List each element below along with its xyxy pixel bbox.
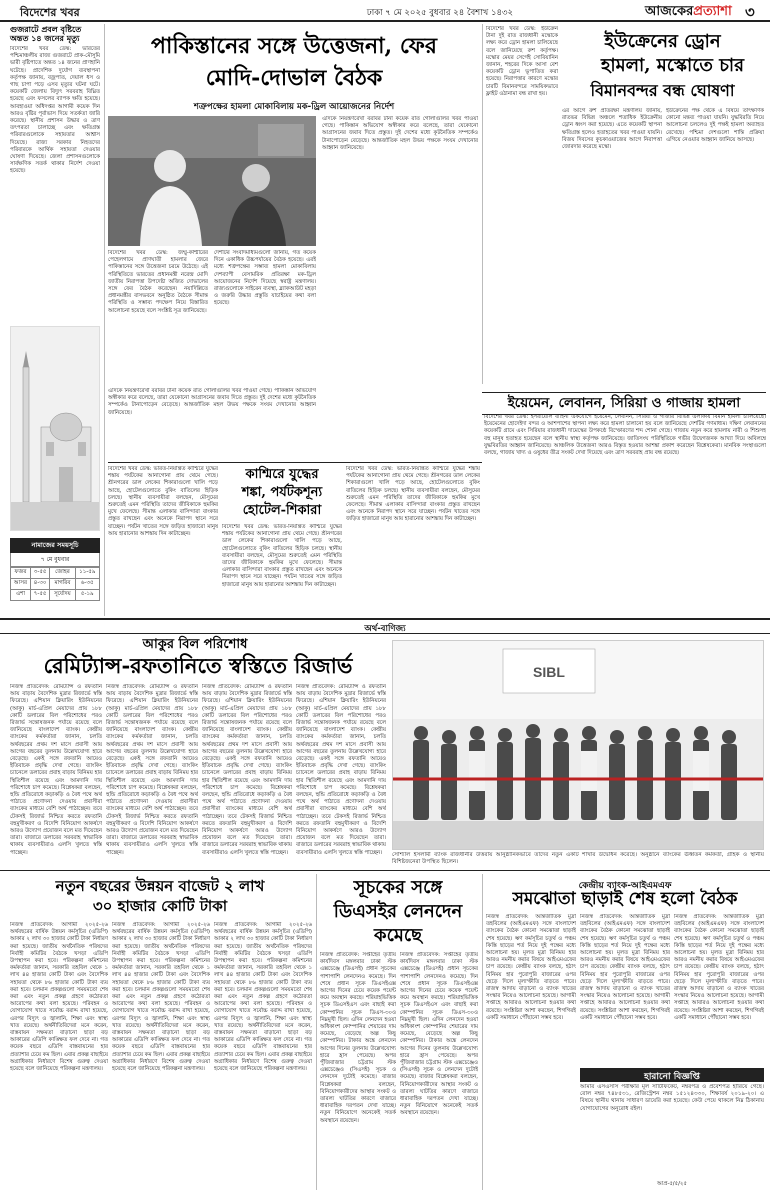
story2-col2-cont: এদিকে নিয়ন্ত্রণরেখা বরাবর টানা কয়েক রাত গোলাগুলির খবর পাওয়া গেছে। পাকিস্তান অভিযোগ অস্বীকার করে বলেছে, তারা যেকোনো আগ্রাসনের জবাব দিতে প্রস্তুত। দুই দেশের মধ্যে কূটনৈতিক সম্পর্কেও টানাপোড়েন বেড়েছে। আন্তর্জাতিক মহল উভয় পক্ষকে সংযম দেখানোর আহ্বান জানিয়েছে। <box>108 388 316 416</box>
mosque-illustration <box>11 327 100 531</box>
logo-part-a: আজকের <box>645 4 694 19</box>
story5-body: বিদেশের খবর ডেস্ক: ভারত-নিয়ন্ত্রিত কাশ্মিরে যুদ্ধের শঙ্কায় পর্যটকের আনাগোনা প্রায় থেমে গেছে। শ্রীনগরের ডাল লেকের শিকারাগুলো খালি পড়ে আছে, হোটেলগুলোতে বুকিং বাতিলের হিড়িক চলছে। স্থানীয় ব্যবসায়ীরা বলছেন, মৌসুমের শুরুতেই এমন পরিস্থিতি তাদের জীবিকাকে হুমকির মুখে ফেলেছে। সীমান্ত এলাকার বাসিন্দারা বাংকার প্রস্তুত রাখছেন এবং অনেকে নিরাপদ স্থানে সরে যাচ্ছেন। পর্যটন খাতের সঙ্গে জড়িত হাজারো মানুষ আয় হারানোর আশঙ্কায় দিন কাটাচ্ছেন। <box>108 466 218 537</box>
ribbon-cutting-photo <box>392 640 764 850</box>
story8-headline-line3: কমেছে <box>374 925 422 946</box>
story1-headline: গুজরাটে প্রবল বৃষ্টিতে অন্তত ১৪ জনের মৃত্যু <box>10 24 82 43</box>
page-number: ৩ <box>745 3 755 21</box>
story2-subhead: শত্রুপক্ষের হামলা মোকাবিলায় মক-ড্রিল আয়োজনের নির্দেশ <box>193 102 395 112</box>
story8-headline-line1: সূচকের সঙ্গে <box>353 877 443 898</box>
story8-headline-line2: ডিএসইর লেনদেন <box>333 901 463 922</box>
story5-col2: বিদেশের খবর ডেস্ক: ভারত-নিয়ন্ত্রিত কাশ্মিরে যুদ্ধের শঙ্কায় পর্যটকের আনাগোনা প্রায় থেমে গেছে। শ্রীনগরের ডাল লেকের শিকারাগুলো খালি পড়ে আছে, হোটেলগুলোতে বুকিং বাতিলের হিড়িক চলছে। স্থানীয় ব্যবসায়ীরা বলছেন, মৌসুমের শুরুতেই এমন পরিস্থিতি তাদের জীবিকাকে হুমকির মুখে ফেলেছে। সীমান্ত এলাকার বাসিন্দারা বাংকার প্রস্তুত রাখছেন এবং অনেকে নিরাপদ স্থানে সরে যাচ্ছেন। পর্যটন খাতের সঙ্গে জড়িত হাজারো মানুষ আয় হারানোর আশঙ্কায় দিন কাটাচ্ছেন। <box>222 524 342 588</box>
issue-date: ঢাকা ৭ মে ২০২৫ বুধবার ২৪ বৈশাখ ১৪৩২ <box>366 8 514 18</box>
column-divider <box>482 874 483 1190</box>
prayer-cell: জোহর <box>50 568 75 579</box>
column-divider <box>104 24 105 616</box>
story2-col2: দেশটির সংবাদমাধ্যমগুলো জানায়, গত কয়েক দিনে একাধিক উচ্চপর্যায়ের বৈঠক হয়েছে। এরই মধ্যে শত্রুপক্ষের সম্ভাব্য হামলা মোকাবিলায় দেশব্যাপী বেসামরিক প্রতিরক্ষা মক-ড্রিল আয়োজনের নির্দেশ দিয়েছে স্বরাষ্ট্র মন্ত্রণালয়। রাজ্যগুলোকে সাইরেন ব্যবস্থা, ব্ল্যাকআউট মহড়া ও জরুরি উদ্ধার প্রস্তুতি যাচাইয়ের কথা বলা হয়েছে। <box>214 250 316 307</box>
bank-sign-text: SIBL <box>533 664 565 680</box>
story6-headline: রেমিট্যান্স-রফতানিতে স্বস্তিতে রিজার্ভ <box>43 653 353 678</box>
story8-col1: নিজস্ব প্রতিবেদক: সপ্তাহের তৃতীয় কার্যদিবস মঙ্গলবার ঢাকা স্টক এক্সচেঞ্জে (ডিএসই) প্রধান সূচকের পাশাপাশি লেনদেনও কমেছে। দিন শেষে প্রধান সূচক ডিএসইএক্স আগের দিনের চেয়ে কয়েক পয়েন্ট কমে অবস্থান করছে। শরিয়াহভিত্তিক সূচক ডিএসইএস এবং বাছাই করা কোম্পানির সূচক ডিএস-৩০ও নিম্নমুখী ছিল। এদিন লেনদেন হওয়া অধিকাংশ কোম্পানির শেয়ারের দাম কমেছে, বেড়েছে অল্প কিছু কোম্পানির। টাকার অঙ্কে লেনদেন আগের দিনের তুলনায় উল্লেখযোগ্য হারে হ্রাস পেয়েছে। অপর পুঁজিবাজার চট্টগ্রাম স্টক এক্সচেঞ্জেও (সিএসই) সূচক ও লেনদেন দুটোই কমেছে। বাজার বিশ্লেষকরা বলছেন, বিনিয়োগকারীদের আস্থার সংকট ও তারল্য ঘাটতির কারণে বাজারে ধারাবাহিক দরপতন দেখা যাচ্ছে। নতুন বিনিয়োগে অনেকেই সতর্ক অবস্থানে রয়েছেন। <box>320 952 396 1124</box>
column-divider <box>316 874 317 1190</box>
prayer-date: ৭ মে বুধবার <box>10 553 100 567</box>
story9-col2: নিজস্ব প্রতিবেদক: আন্তর্জাতিক মুদ্রা তহবিলের (আইএমএফ) সঙ্গে বাংলাদেশ ব্যাংকের বৈঠক কোনো সমঝোতা ছাড়াই শেষ হয়েছে। ঋণ কর্মসূচির চতুর্থ ও পঞ্চম কিস্তি ছাড়ের শর্ত নিয়ে দুই পক্ষের মধ্যে আলোচনা হয়। মূলত মুদ্রা বিনিময় হার আরও নমনীয় করার বিষয়ে আইএমএফের চাপ রয়েছে। কেন্দ্রীয় ব্যাংক বলছে, হঠাৎ বিনিময় হার পুরোপুরি বাজারের ওপর ছেড়ে দিলে মূল্যস্ফীতি বাড়তে পারে। রাজস্ব আদায় বাড়ানো ও ব্যাংক খাতের সংস্কার নিয়েও আলোচনা হয়েছে। আগামী সপ্তাহে আবারও আলোচনা হওয়ার কথা রয়েছে। সংশ্লিষ্টরা আশা করছেন, শিগগিরই একটি সমাধানে পৌঁছানো সম্ভব হবে। <box>580 914 670 1021</box>
masthead <box>0 0 770 22</box>
notice-body: আমার এসএসসি পরীক্ষার মূল সার্টিফিকেট, নম্বরপত্র ও প্রবেশপত্র হারিয়ে গেছে। রোল নম্বর ৭৪৮৫৩১, রেজিস্ট্রেশন নম্বর ১৫১২৪৩৩০, শিক্ষাবর্ষ ২০১৯-২০। এ বিষয়ে স্থানীয় থানায় সাধারণ ডায়েরি করা হয়েছে। কেউ পেয়ে থাকলে নিম্ন ঠিকানায় যোগাযোগের অনুরোধ রইল। <box>580 1084 764 1112</box>
table-row <box>11 568 100 579</box>
story2-headline-line2: মোদি-দোভাল বৈঠক <box>205 65 383 91</box>
story1-body: বিদেশের খবর ডেস্ক: ভারতের পশ্চিমাঞ্চলীয় রাজ্য গুজরাটে প্রাক-মৌসুমি ভারী বৃষ্টিপাতে অন্তত ১৪ জনের প্রাণহানি ঘটেছে। প্রাদেশিক দুর্যোগ ব্যবস্থাপনা কর্তৃপক্ষ জানায়, বজ্রপাত, দেয়াল ধস ও গাছ চাপা পড়ে এসব মৃত্যুর ঘটনা ঘটে। কয়েকটি জেলায় বিদ্যুৎ সরবরাহ বিঘ্নিত হয়েছে এবং ফসলের ব্যাপক ক্ষতি হয়েছে। আবহাওয়া অধিদপ্তর আগামী কয়েক দিন আরও বৃষ্টির পূর্বাভাস দিয়ে সতর্কতা জারি করেছে। স্থানীয় প্রশাসন উদ্ধার ও ত্রাণ তৎপরতা চালাচ্ছে এবং ক্ষতিগ্রস্ত পরিবারগুলোকে সহায়তার আশ্বাস দিয়েছে। রাজ্য সরকার নিহতদের পরিবারকে আর্থিক সহায়তা দেওয়ার ঘোষণা দিয়েছে। জেলা প্রশাসনগুলোকে সার্বক্ষণিক সতর্ক থাকার নির্দেশ দেওয়া হয়েছে। <box>10 46 100 175</box>
prayer-cell: ৬-৩৫ <box>75 579 99 590</box>
notice-ref: আপ্র-৫/৫/২৫ <box>657 1181 687 1187</box>
story9-kicker: কেন্দ্রীয় ব্যাংক-আইএমএফ <box>578 881 672 891</box>
story7-headline-line2: ৩০ হাজার কোটি টাকা <box>92 897 228 915</box>
story9-col1: নিজস্ব প্রতিবেদক: আন্তর্জাতিক মুদ্রা তহবিলের (আইএমএফ) সঙ্গে বাংলাদেশ ব্যাংকের বৈঠক কোনো সমঝোতা ছাড়াই শেষ হয়েছে। ঋণ কর্মসূচির চতুর্থ ও পঞ্চম কিস্তি ছাড়ের শর্ত নিয়ে দুই পক্ষের মধ্যে আলোচনা হয়। মূলত মুদ্রা বিনিময় হার আরও নমনীয় করার বিষয়ে আইএমএফের চাপ রয়েছে। কেন্দ্রীয় ব্যাংক বলছে, হঠাৎ বিনিময় হার পুরোপুরি বাজারের ওপর ছেড়ে দিলে মূল্যস্ফীতি বাড়তে পারে। রাজস্ব আদায় বাড়ানো ও ব্যাংক খাতের সংস্কার নিয়েও আলোচনা হয়েছে। আগামী সপ্তাহে আবারও আলোচনা হওয়ার কথা রয়েছে। সংশ্লিষ্টরা আশা করছেন, শিগগিরই একটি সমাধানে পৌঁছানো সম্ভব হবে। <box>486 914 576 1021</box>
prayer-cell: এশা <box>11 590 31 601</box>
story6-col4: নিজস্ব প্রতিবেদক: রেমিট্যান্স ও রফতানি আয় বাড়ায় বৈদেশিক মুদ্রার রিজার্ভে স্বস্তি ফিরেছে। এশিয়ান ক্লিয়ারিং ইউনিয়নের (আকু) মার্চ-এপ্রিল মেয়াদের প্রায় ১৮৮ কোটি ডলারের বিল পরিশোধের পরও রিজার্ভ সন্তোষজনক পর্যায়ে রয়েছে বলে জানিয়েছে বাংলাদেশ ব্যাংক। কেন্দ্রীয় ব্যাংকের কর্মকর্তারা জানান, চলতি অর্থবছরের প্রথম দশ মাসে প্রবাসী আয় আগের বছরের তুলনায় উল্লেখযোগ্য হারে বেড়েছে। একই সঙ্গে রফতানি আয়েও ইতিবাচক প্রবৃদ্ধি দেখা গেছে। ব্যাংকিং চ্যানেলে ডলারের প্রবাহ বাড়ায় বিনিময় হার স্থিতিশীল রয়েছে এবং আমদানি দায় পরিশোধে চাপ কমেছে। বিশ্লেষকরা বলছেন, হুন্ডি প্রতিরোধে কড়াকড়ি ও বৈধ পথে অর্থ পাঠাতে প্রণোদনা দেওয়ায় প্রবাসীরা ব্যাংকের মাধ্যমে বেশি অর্থ পাঠাচ্ছেন। তবে টেকসই রিজার্ভ নিশ্চিত করতে রফতানি বহুমুখীকরণ ও বিদেশি বিনিয়োগ আকর্ষণে আরও উদ্যোগ প্রয়োজন বলে মত দিয়েছেন তারা। বাজারে ডলারের সরবরাহ স্বাভাবিক থাকায় ব্যবসায়ীরাও এলসি খুলতে স্বস্তি পাচ্ছেন। <box>296 684 386 856</box>
story5-col3: বিদেশের খবর ডেস্ক: ভারত-নিয়ন্ত্রিত কাশ্মিরে যুদ্ধের শঙ্কায় পর্যটকের আনাগোনা প্রায় থেমে গেছে। শ্রীনগরের ডাল লেকের শিকারাগুলো খালি পড়ে আছে, হোটেলগুলোতে বুকিং বাতিলের হিড়িক চলছে। স্থানীয় ব্যবসায়ীরা বলছেন, মৌসুমের শুরুতেই এমন পরিস্থিতি তাদের জীবিকাকে হুমকির মুখে ফেলেছে। সীমান্ত এলাকার বাসিন্দারা বাংকার প্রস্তুত রাখছেন এবং অনেকে নিরাপদ স্থানে সরে যাচ্ছেন। পর্যটন খাতের সঙ্গে জড়িত হাজারো মানুষ আয় হারানোর আশঙ্কায় দিন কাটাচ্ছেন। <box>346 466 480 523</box>
divider <box>108 462 482 463</box>
prayer-cell: ফজর <box>11 568 31 579</box>
photo-caption: সোশ্যাল ইসলামী ব্যাংক রাজধানীর উত্তরায় আনুষ্ঠানিকভাবে তাদের নতুন একটি শাখার উদ্বোধন করেছে। অনুষ্ঠানে ব্যাংকের ঊর্ধ্বতন কর্মকর্তা, গ্রাহক ও স্থানীয় বিশিষ্টজনেরা উপস্থিত ছিলেন। <box>392 852 764 866</box>
story4-headline: ইয়েমেন, লেবানন, সিরিয়া ও গাজায় হামলা <box>482 392 766 415</box>
column-divider <box>482 24 483 384</box>
story5-headline-line2: শঙ্কা, পর্যটকশূন্য <box>241 485 323 500</box>
story3-headline-line3: বিমানবন্দর বন্ধ ঘোষণা <box>590 81 735 100</box>
story3-col1: বিদেশের খবর ডেস্ক: ইউক্রেন টানা দুই রাত রাজধানী মস্কোকে লক্ষ্য করে ড্রোন হামলা চালিয়েছে বলে জানিয়েছে রুশ কর্তৃপক্ষ। মস্কোর মেয়র সের্গেই সোবিয়ানিন জানান, শহরের দিকে আসা বেশ কয়েকটি ড্রোন ভূপাতিত করা হয়েছে। নিরাপত্তার কারণে মস্কোর চারটি বিমানবন্দরে সাময়িকভাবে ফ্লাইট ওঠানামা বন্ধ রাখা হয়। <box>486 26 558 97</box>
story6-col1: নিজস্ব প্রতিবেদক: রেমিট্যান্স ও রফতানি আয় বাড়ায় বৈদেশিক মুদ্রার রিজার্ভে স্বস্তি ফিরেছে। এশিয়ান ক্লিয়ারিং ইউনিয়নের (আকু) মার্চ-এপ্রিল মেয়াদের প্রায় ১৮৮ কোটি ডলারের বিল পরিশোধের পরও রিজার্ভ সন্তোষজনক পর্যায়ে রয়েছে বলে জানিয়েছে বাংলাদেশ ব্যাংক। কেন্দ্রীয় ব্যাংকের কর্মকর্তারা জানান, চলতি অর্থবছরের প্রথম দশ মাসে প্রবাসী আয় আগের বছরের তুলনায় উল্লেখযোগ্য হারে বেড়েছে। একই সঙ্গে রফতানি আয়েও ইতিবাচক প্রবৃদ্ধি দেখা গেছে। ব্যাংকিং চ্যানেলে ডলারের প্রবাহ বাড়ায় বিনিময় হার স্থিতিশীল রয়েছে এবং আমদানি দায় পরিশোধে চাপ কমেছে। বিশ্লেষকরা বলছেন, হুন্ডি প্রতিরোধে কড়াকড়ি ও বৈধ পথে অর্থ পাঠাতে প্রণোদনা দেওয়ায় প্রবাসীরা ব্যাংকের মাধ্যমে বেশি অর্থ পাঠাচ্ছেন। তবে টেকসই রিজার্ভ নিশ্চিত করতে রফতানি বহুমুখীকরণ ও বিদেশি বিনিয়োগ আকর্ষণে আরও উদ্যোগ প্রয়োজন বলে মত দিয়েছেন তারা। বাজারে ডলারের সরবরাহ স্বাভাবিক থাকায় ব্যবসায়ীরাও এলসি খুলতে স্বস্তি পাচ্ছেন। <box>10 684 102 856</box>
prayer-cell: ৪-৩০ <box>30 579 49 590</box>
prayer-times-box <box>10 538 100 601</box>
story6-kicker: আকুর বিল পরিশোধ <box>142 637 248 652</box>
story7-headline-line1: নতুন বছরের উন্নয়ন বাজেট ২ লাখ <box>55 877 265 895</box>
story5-headline-line1: কাশ্মিরে যুদ্ধের <box>245 467 319 482</box>
prayer-cell: মাগরিব <box>50 579 75 590</box>
story6-col2: নিজস্ব প্রতিবেদক: রেমিট্যান্স ও রফতানি আয় বাড়ায় বৈদেশিক মুদ্রার রিজার্ভে স্বস্তি ফিরেছে। এশিয়ান ক্লিয়ারিং ইউনিয়নের (আকু) মার্চ-এপ্রিল মেয়াদের প্রায় ১৮৮ কোটি ডলারের বিল পরিশোধের পরও রিজার্ভ সন্তোষজনক পর্যায়ে রয়েছে বলে জানিয়েছে বাংলাদেশ ব্যাংক। কেন্দ্রীয় ব্যাংকের কর্মকর্তারা জানান, চলতি অর্থবছরের প্রথম দশ মাসে প্রবাসী আয় আগের বছরের তুলনায় উল্লেখযোগ্য হারে বেড়েছে। একই সঙ্গে রফতানি আয়েও ইতিবাচক প্রবৃদ্ধি দেখা গেছে। ব্যাংকিং চ্যানেলে ডলারের প্রবাহ বাড়ায় বিনিময় হার স্থিতিশীল রয়েছে এবং আমদানি দায় পরিশোধে চাপ কমেছে। বিশ্লেষকরা বলছেন, হুন্ডি প্রতিরোধে কড়াকড়ি ও বৈধ পথে অর্থ পাঠাতে প্রণোদনা দেওয়ায় প্রবাসীরা ব্যাংকের মাধ্যমে বেশি অর্থ পাঠাচ্ছেন। তবে টেকসই রিজার্ভ নিশ্চিত করতে রফতানি বহুমুখীকরণ ও বিদেশি বিনিয়োগ আকর্ষণে আরও উদ্যোগ প্রয়োজন বলে মত দিয়েছেন তারা। বাজারে ডলারের সরবরাহ স্বাভাবিক থাকায় ব্যবসায়ীরাও এলসি খুলতে স্বস্তি পাচ্ছেন। <box>106 684 198 856</box>
table-row <box>11 579 100 590</box>
story3-col3: ইউক্রেনের পক্ষ থেকে এ বিষয়ে তাৎক্ষণিক কোনো মন্তব্য পাওয়া যায়নি। যুদ্ধবিরতি নিয়ে আলোচনা চললেও দুই পক্ষই হামলা অব্যাহত রেখেছে। পশ্চিমা দেশগুলো শান্তি প্রক্রিয়া এগিয়ে নেওয়ার আহ্বান জানিয়ে আসছে। <box>666 108 764 143</box>
story3-headline-line1: ইউক্রেনের ড্রোন <box>604 31 721 52</box>
story2-col3: এদিকে নিয়ন্ত্রণরেখা বরাবর টানা কয়েক রাত গোলাগুলির খবর পাওয়া গেছে। পাকিস্তান অভিযোগ অস্বীকার করে বলেছে, তারা যেকোনো আগ্রাসনের জবাব দিতে প্রস্তুত। দুই দেশের মধ্যে কূটনৈতিক সম্পর্কেও টানাপোড়েন বেড়েছে। আন্তর্জাতিক মহল উভয় পক্ষকে সংযম দেখানোর আহ্বান জানিয়েছে। <box>322 116 478 151</box>
story3-col2: এর আগে রুশ প্রতিরক্ষা মন্ত্রণালয় জানায়, রাতভর বিভিন্ন অঞ্চলে শতাধিক ইউক্রেনীয় ড্রোন ধ্বংস করা হয়েছে। এতে কয়েকটি স্থাপনা ক্ষতিগ্রস্ত হলেও হতাহতের খবর পাওয়া যায়নি। বিজয় দিবসের কুচকাওয়াজের আগে নিরাপত্তা জোরদার করেছে মস্কো। <box>562 108 662 151</box>
newspaper-logo <box>645 2 732 23</box>
prayer-cell: সূর্যোদয় <box>50 590 75 601</box>
prayer-title: নামাজের সময়সূচি <box>10 538 100 553</box>
prayer-table <box>10 567 100 601</box>
story7-col1: নিজস্ব প্রতিবেদক: আগামী ২০২৫-২৬ অর্থবছরের বার্ষিক উন্নয়ন কর্মসূচির (এডিপি) আকার ২ লাখ ৩০ হাজার কোটি টাকা নির্ধারণ করা হয়েছে। জাতীয় অর্থনৈতিক পরিষদের নির্বাহী কমিটির বৈঠকে খসড়া এডিপি উপস্থাপন করা হবে। পরিকল্পনা কমিশনের কর্মকর্তারা জানান, সরকারি তহবিল থেকে ১ লাখ ৪৪ হাজার কোটি টাকা এবং বৈদেশিক সহায়তা থেকে ৮৬ হাজার কোটি টাকা ব্যয় করা হবে। চলমান প্রকল্পগুলো সময়মতো শেষ করা এবং নতুন প্রকল্প গ্রহণে কঠোরতা আরোপের কথা বলা হয়েছে। পরিবহন ও যোগাযোগ খাতে সর্বোচ্চ বরাদ্দ রাখা হয়েছে, এরপর বিদ্যুৎ ও জ্বালানি, শিক্ষা এবং স্বাস্থ্য খাত রয়েছে। অর্থনীতিবিদেরা মনে করেন, বাস্তবায়ন সক্ষমতা বাড়ানো ছাড়া বড় আকারের এডিপি কাঙ্ক্ষিত ফল দেবে না। গত কয়েক বছরে এডিপি বাস্তবায়নের হার প্রত্যাশার চেয়ে কম ছিল। এবার প্রকল্প বাছাইয়ে অগ্রাধিকার নির্ধারণে বিশেষ গুরুত্ব দেওয়া হয়েছে বলে জানিয়েছে পরিকল্পনা মন্ত্রণালয়। <box>10 922 108 1073</box>
logo-part-b: প্রত্যাশা <box>693 4 732 19</box>
mosque-photo <box>10 326 100 531</box>
table-row <box>11 590 100 601</box>
story9-headline: সমঝোতা ছাড়াই শেষ হলো বৈঠক <box>512 889 738 909</box>
ribbon-cutting-illustration <box>393 641 764 850</box>
story7-col3: নিজস্ব প্রতিবেদক: আগামী ২০২৫-২৬ অর্থবছরের বার্ষিক উন্নয়ন কর্মসূচির (এডিপি) আকার ২ লাখ ৩০ হাজার কোটি টাকা নির্ধারণ করা হয়েছে। জাতীয় অর্থনৈতিক পরিষদের নির্বাহী কমিটির বৈঠকে খসড়া এডিপি উপস্থাপন করা হবে। পরিকল্পনা কমিশনের কর্মকর্তারা জানান, সরকারি তহবিল থেকে ১ লাখ ৪৪ হাজার কোটি টাকা এবং বৈদেশিক সহায়তা থেকে ৮৬ হাজার কোটি টাকা ব্যয় করা হবে। চলমান প্রকল্পগুলো সময়মতো শেষ করা এবং নতুন প্রকল্প গ্রহণে কঠোরতা আরোপের কথা বলা হয়েছে। পরিবহন ও যোগাযোগ খাতে সর্বোচ্চ বরাদ্দ রাখা হয়েছে, এরপর বিদ্যুৎ ও জ্বালানি, শিক্ষা এবং স্বাস্থ্য খাত রয়েছে। অর্থনীতিবিদেরা মনে করেন, বাস্তবায়ন সক্ষমতা বাড়ানো ছাড়া বড় আকারের এডিপি কাঙ্ক্ষিত ফল দেবে না। গত কয়েক বছরে এডিপি বাস্তবায়নের হার প্রত্যাশার চেয়ে কম ছিল। এবার প্রকল্প বাছাইয়ে অগ্রাধিকার নির্ধারণে বিশেষ গুরুত্ব দেওয়া হয়েছে বলে জানিয়েছে পরিকল্পনা মন্ত্রণালয়। <box>214 922 312 1073</box>
story9-col3: নিজস্ব প্রতিবেদক: আন্তর্জাতিক মুদ্রা তহবিলের (আইএমএফ) সঙ্গে বাংলাদেশ ব্যাংকের বৈঠক কোনো সমঝোতা ছাড়াই শেষ হয়েছে। ঋণ কর্মসূচির চতুর্থ ও পঞ্চম কিস্তি ছাড়ের শর্ত নিয়ে দুই পক্ষের মধ্যে আলোচনা হয়। মূলত মুদ্রা বিনিময় হার আরও নমনীয় করার বিষয়ে আইএমএফের চাপ রয়েছে। কেন্দ্রীয় ব্যাংক বলছে, হঠাৎ বিনিময় হার পুরোপুরি বাজারের ওপর ছেড়ে দিলে মূল্যস্ফীতি বাড়তে পারে। রাজস্ব আদায় বাড়ানো ও ব্যাংক খাতের সংস্কার নিয়েও আলোচনা হয়েছে। আগামী সপ্তাহে আবারও আলোচনা হওয়ার কথা রয়েছে। সংশ্লিষ্টরা আশা করছেন, শিগগিরই একটি সমাধানে পৌঁছানো সম্ভব হবে। <box>674 914 764 1021</box>
modi-doval-photo <box>108 116 316 246</box>
story8-col2: নিজস্ব প্রতিবেদক: সপ্তাহের তৃতীয় কার্যদিবস মঙ্গলবার ঢাকা স্টক এক্সচেঞ্জে (ডিএসই) প্রধান সূচকের পাশাপাশি লেনদেনও কমেছে। দিন শেষে প্রধান সূচক ডিএসইএক্স আগের দিনের চেয়ে কয়েক পয়েন্ট কমে অবস্থান করছে। শরিয়াহভিত্তিক সূচক ডিএসইএস এবং বাছাই করা কোম্পানির সূচক ডিএস-৩০ও নিম্নমুখী ছিল। এদিন লেনদেন হওয়া অধিকাংশ কোম্পানির শেয়ারের দাম কমেছে, বেড়েছে অল্প কিছু কোম্পানির। টাকার অঙ্কে লেনদেন আগের দিনের তুলনায় উল্লেখযোগ্য হারে হ্রাস পেয়েছে। অপর পুঁজিবাজার চট্টগ্রাম স্টক এক্সচেঞ্জেও (সিএসই) সূচক ও লেনদেন দুটোই কমেছে। বাজার বিশ্লেষকরা বলছেন, বিনিয়োগকারীদের আস্থার সংকট ও তারল্য ঘাটতির কারণে বাজারে ধারাবাহিক দরপতন দেখা যাচ্ছে। নতুন বিনিয়োগে অনেকেই সতর্ক অবস্থানে রয়েছেন। <box>400 952 478 1117</box>
story6-col3: নিজস্ব প্রতিবেদক: রেমিট্যান্স ও রফতানি আয় বাড়ায় বৈদেশিক মুদ্রার রিজার্ভে স্বস্তি ফিরেছে। এশিয়ান ক্লিয়ারিং ইউনিয়নের (আকু) মার্চ-এপ্রিল মেয়াদের প্রায় ১৮৮ কোটি ডলারের বিল পরিশোধের পরও রিজার্ভ সন্তোষজনক পর্যায়ে রয়েছে বলে জানিয়েছে বাংলাদেশ ব্যাংক। কেন্দ্রীয় ব্যাংকের কর্মকর্তারা জানান, চলতি অর্থবছরের প্রথম দশ মাসে প্রবাসী আয় আগের বছরের তুলনায় উল্লেখযোগ্য হারে বেড়েছে। একই সঙ্গে রফতানি আয়েও ইতিবাচক প্রবৃদ্ধি দেখা গেছে। ব্যাংকিং চ্যানেলে ডলারের প্রবাহ বাড়ায় বিনিময় হার স্থিতিশীল রয়েছে এবং আমদানি দায় পরিশোধে চাপ কমেছে। বিশ্লেষকরা বলছেন, হুন্ডি প্রতিরোধে কড়াকড়ি ও বৈধ পথে অর্থ পাঠাতে প্রণোদনা দেওয়ায় প্রবাসীরা ব্যাংকের মাধ্যমে বেশি অর্থ পাঠাচ্ছেন। তবে টেকসই রিজার্ভ নিশ্চিত করতে রফতানি বহুমুখীকরণ ও বিদেশি বিনিয়োগ আকর্ষণে আরও উদ্যোগ প্রয়োজন বলে মত দিয়েছেন তারা। বাজারে ডলারের সরবরাহ স্বাভাবিক থাকায় ব্যবসায়ীরাও এলসি খুলতে স্বস্তি পাচ্ছেন। <box>202 684 292 856</box>
divider <box>0 870 770 871</box>
prayer-cell: ৩-৫৫ <box>30 568 49 579</box>
story7-col2: নিজস্ব প্রতিবেদক: আগামী ২০২৫-২৬ অর্থবছরের বার্ষিক উন্নয়ন কর্মসূচির (এডিপি) আকার ২ লাখ ৩০ হাজার কোটি টাকা নির্ধারণ করা হয়েছে। জাতীয় অর্থনৈতিক পরিষদের নির্বাহী কমিটির বৈঠকে খসড়া এডিপি উপস্থাপন করা হবে। পরিকল্পনা কমিশনের কর্মকর্তারা জানান, সরকারি তহবিল থেকে ১ লাখ ৪৪ হাজার কোটি টাকা এবং বৈদেশিক সহায়তা থেকে ৮৬ হাজার কোটি টাকা ব্যয় করা হবে। চলমান প্রকল্পগুলো সময়মতো শেষ করা এবং নতুন প্রকল্প গ্রহণে কঠোরতা আরোপের কথা বলা হয়েছে। পরিবহন ও যোগাযোগ খাতে সর্বোচ্চ বরাদ্দ রাখা হয়েছে, এরপর বিদ্যুৎ ও জ্বালানি, শিক্ষা এবং স্বাস্থ্য খাত রয়েছে। অর্থনীতিবিদেরা মনে করেন, বাস্তবায়ন সক্ষমতা বাড়ানো ছাড়া বড় আকারের এডিপি কাঙ্ক্ষিত ফল দেবে না। গত কয়েক বছরে এডিপি বাস্তবায়নের হার প্রত্যাশার চেয়ে কম ছিল। এবার প্রকল্প বাছাইয়ে অগ্রাধিকার নির্ধারণে বিশেষ গুরুত্ব দেওয়া হয়েছে বলে জানিয়েছে পরিকল্পনা মন্ত্রণালয়। <box>112 922 210 1073</box>
story2-col1: বিদেশের খবর ডেস্ক: জম্মু-কাশ্মীরের পেহেলগামে প্রাণঘাতী হামলার জেরে পাকিস্তানের সঙ্গে উত্তেজনা চরমে উঠেছে। এই পরিস্থিতিতে ভারতের প্রধানমন্ত্রী নরেন্দ্র মোদি জাতীয় নিরাপত্তা উপদেষ্টা অজিত দোভালের সঙ্গে ফের বৈঠক করেছেন। নয়াদিল্লিতে প্রধানমন্ত্রীর বাসভবনে অনুষ্ঠিত বৈঠকে সীমান্ত পরিস্থিতি ও সম্ভাব্য পদক্ষেপ নিয়ে বিস্তারিত আলোচনা হয়েছে বলে সংশ্লিষ্ট সূত্র জানিয়েছে। <box>108 250 208 314</box>
section-band: অর্থ-বাণিজ্য <box>0 618 770 634</box>
prayer-cell: ৫-১৯ <box>75 590 99 601</box>
prayer-cell: ১১-৫৯ <box>75 568 99 579</box>
story2-headline-line1: পাকিস্তানের সঙ্গে উত্তেজনা, ফের <box>151 33 437 59</box>
story4-body: বিদেশের খবর ডেস্ক: ইসরায়েলি বাহিনী একযোগে ইয়েমেন, লেবানন, সিরিয়া ও গাজার বিভিন্ন এলাকায় বিমান হামলা চালিয়েছে। ইয়েমেনের হোদেইদা বন্দর ও আশপাশের স্থাপনা লক্ষ্য করে হামলা চালানো হয় বলে জানিয়েছে দেশটির গণমাধ্যম। দক্ষিণ লেবাননের কয়েকটি গ্রামে এবং সিরিয়ার রাজধানী দামেস্কের উপকণ্ঠে বিস্ফোরণের শব্দ শোনা গেছে। গাজায় নতুন করে হামলায় নারী ও শিশুসহ বহু মানুষ হতাহত হয়েছেন বলে স্থানীয় স্বাস্থ্য কর্তৃপক্ষ জানিয়েছে। জাতিসংঘ পরিস্থিতিকে গভীর উদ্বেগজনক আখ্যা দিয়ে অবিলম্বে যুদ্ধবিরতির আহ্বান জানিয়েছে। আঞ্চলিক উত্তেজনা আরও বিস্তৃত হওয়ার আশঙ্কা প্রকাশ করেছেন বিশ্লেষকেরা। মানবিক সংস্থাগুলো বলছে, গাজায় খাদ্য ও ওষুধের তীব্র সংকট দেখা দিয়েছে এবং ত্রাণ সরবরাহ প্রায় বন্ধ রয়েছে। <box>484 414 766 457</box>
section-name: বিদেশের খবর <box>20 6 80 19</box>
prayer-cell: ৭-৫৫ <box>30 590 49 601</box>
story5-headline-line3: হোটেল-শিকারা <box>242 503 322 518</box>
prayer-cell: আসর <box>11 579 31 590</box>
story3-headline-line2: হামলা, মস্কোতে চার <box>600 55 745 76</box>
meeting-illustration <box>108 116 316 246</box>
notice-title: হারানো বিজ্ঞপ্তি <box>580 1068 764 1082</box>
